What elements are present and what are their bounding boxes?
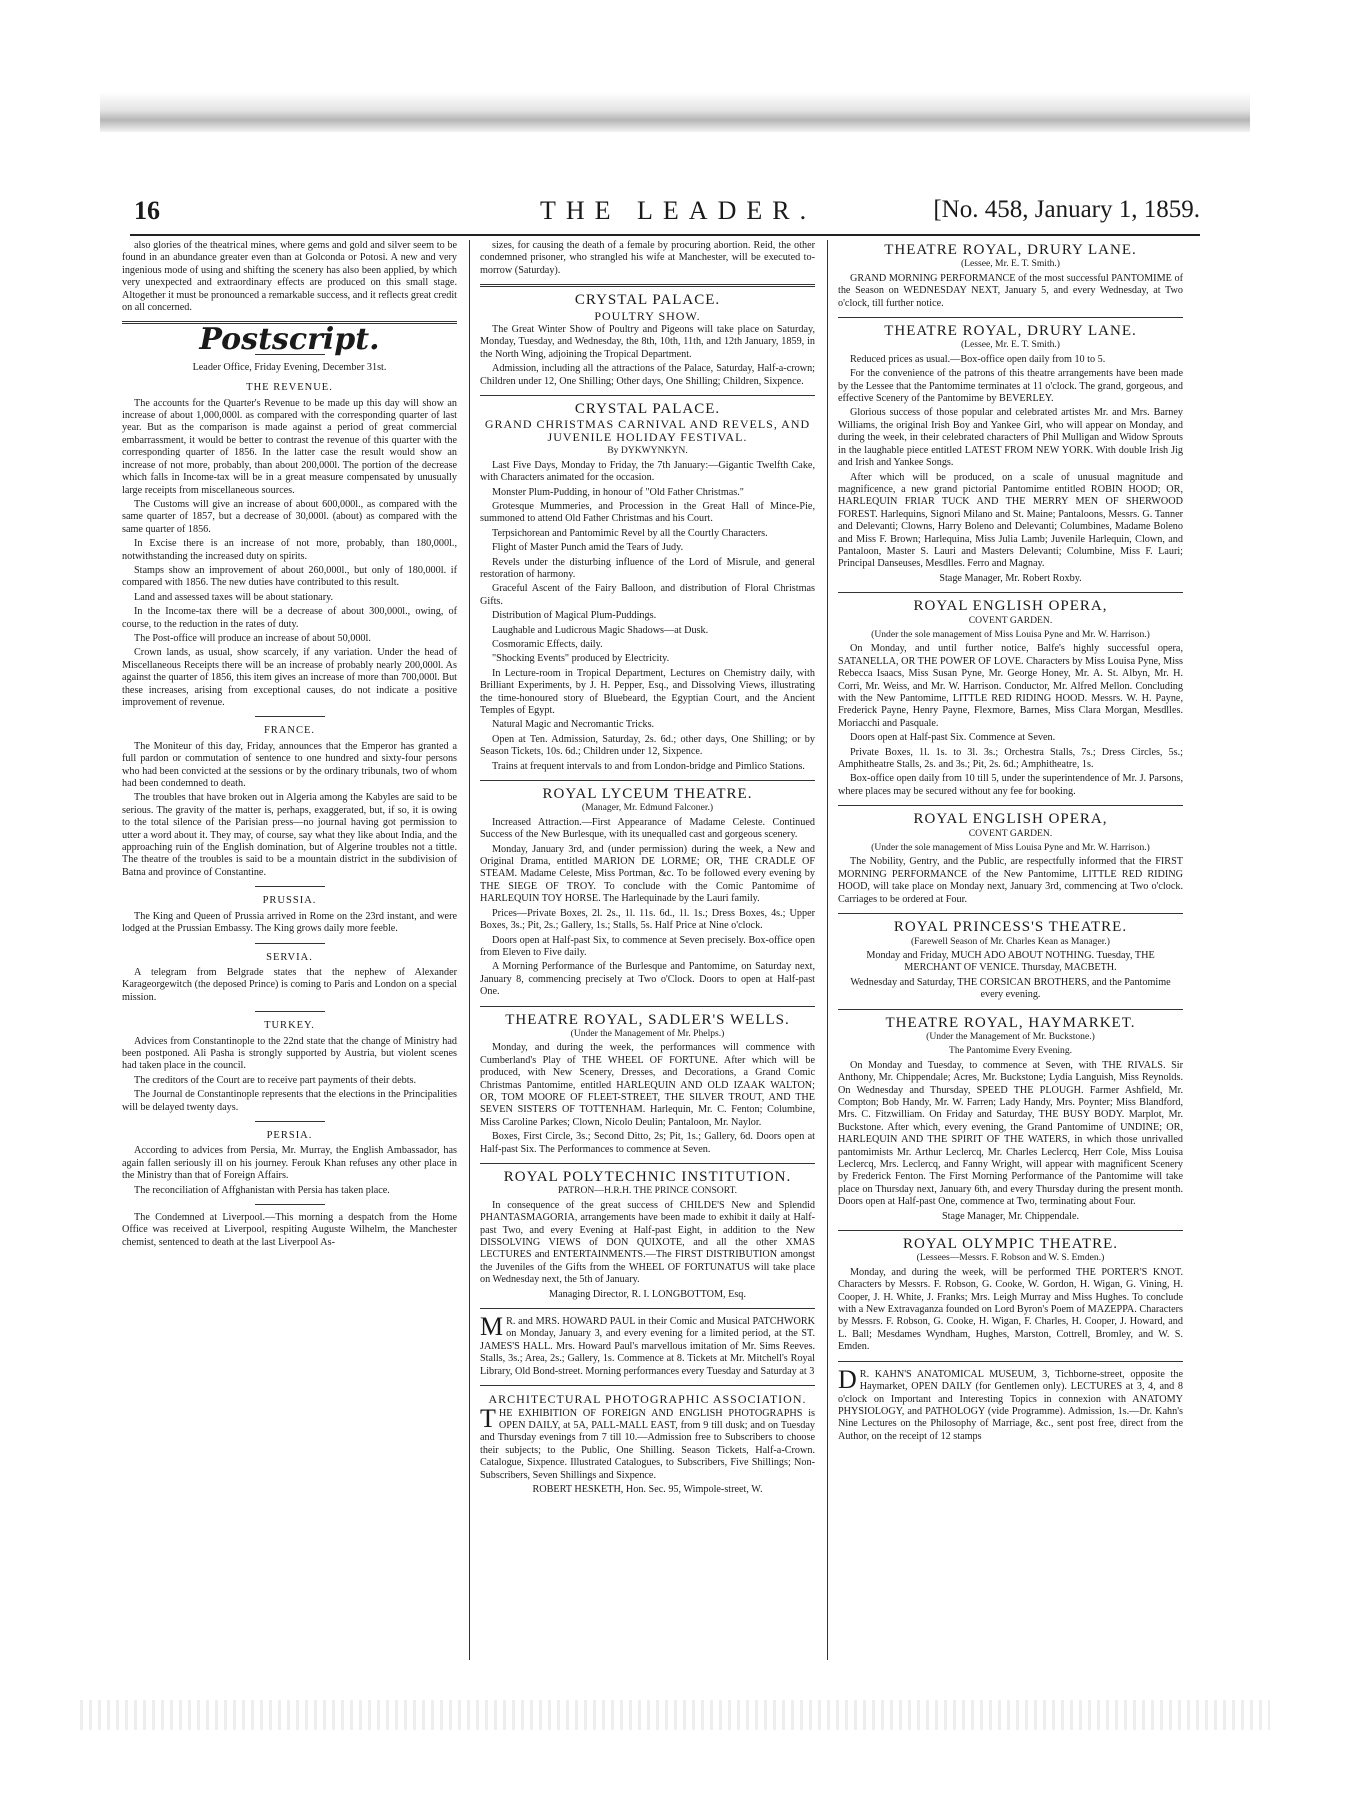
paragraph: Stage Manager, Mr. Robert Roxby. xyxy=(939,572,1082,584)
poultry-show-subheading: POULTRY SHOW. xyxy=(594,308,701,323)
opera-management: (Under the sole management of Miss Louisa Pyne and Mr. W. Harrison.) xyxy=(871,628,1150,640)
paragraph: The Post-office will produce an increase of about 50,000l. xyxy=(134,632,371,644)
princess-season: (Farewell Season of Mr. Charles Kean as Manager.) xyxy=(910,935,1110,947)
divider xyxy=(255,943,325,944)
paragraph: A telegram from Belgrade states that the nephew of Alexander Karageorgewitch (the deposed Prince) is coming to Paris and London on a special mission. xyxy=(122,966,457,1003)
paragraph: Monday and Friday, MUCH ADO ABOUT NOTHING. Tuesday, THE MERCHANT OF VENICE. Thursday, MACBETH. xyxy=(866,949,1155,974)
paragraph: Graceful Ascent of the Fairy Balloon, and distribution of Floral Christmas Gifts. xyxy=(480,583,815,607)
paragraph: Increased Attraction.—First Appearance of Madame Celeste. Continued Success of the New Burlesque, with its unequalled cast and gorgeous scenery. xyxy=(480,816,815,841)
drury-lane-heading: THEATRE ROYAL, DRURY LANE. xyxy=(884,242,1137,258)
paragraph: The creditors of the Court are to receive part payments of their debts. xyxy=(134,1074,417,1086)
dateline: Leader Office, Friday Evening, December 31st. xyxy=(192,361,387,373)
advert-text: R. and MRS. HOWARD PAUL in their Comic and Musical PATCHWORK on Monday, January 3, and every evening for a limited period, at the ST. JAMES'S HALL. Mrs. Howard Paul's marvellous imitation of Mr. Sims Reeves. Stalls, 3s.; Area, 2s.; Gallery, 1s. Commence at 8. Tickets at Mr. Mitchell's Royal Library, Old Bond-street. Morning performances every Tuesday and Saturday at 3 xyxy=(480,1316,815,1377)
divider xyxy=(838,592,1183,593)
crystal-palace-heading: CRYSTAL PALACE. xyxy=(574,401,721,418)
paragraph: According to advices from Persia, Mr. Murray, the English Ambassador, has again fallen seriously ill on his journey. Ferouk Khan refuses any other place in the Ministry than that of Foreign Affairs. xyxy=(122,1145,457,1182)
divider xyxy=(480,1308,815,1309)
postscript-heading: Postscript. xyxy=(199,322,380,358)
olympic-lessees: (Lessees—Messrs. F. Robson and W. S. Emden.) xyxy=(916,1252,1105,1264)
advert-text: HE EXHIBITION OF FOREIGN AND ENGLISH PHOTOGRAPHS is OPEN DAILY, at 5A, PALL-MALL EAST, from 9 till dusk; and on Tuesday and Thursday evenings from 7 till 10.—Admission free to Subscribers to choose their subjects; to the Public, One Shilling. Season Tickets, Half-a-Crown. Catalogue, Sixpence. Illustrated Catalogues, to Subscribers, Five Shillings; Non-Subscribers, Seven Shillings and Sixpence. xyxy=(480,1407,815,1481)
drury-lane-heading: THEATRE ROYAL, DRURY LANE. xyxy=(884,323,1137,340)
haymarket-heading: THEATRE ROYAL, HAYMARKET. xyxy=(885,1014,1136,1031)
paragraph: Private Boxes, 1l. 1s. to 3l. 3s.; Orchestra Stalls, 7s.; Dress Circles, 5s.; Amphitheatre Stalls, 2s. and 3s.; Pit, 2s. 6d.; Amphitheatre, 1s. xyxy=(838,746,1183,771)
architectural-heading: ARCHITECTURAL PHOTOGRAPHIC ASSOCIATION. xyxy=(488,1392,807,1407)
paragraph: Box-office open daily from 10 till 5, under the superintendence of Mr. J. Parsons, where places may be secured without any fee for booking. xyxy=(838,773,1183,797)
column-1 xyxy=(122,240,457,1251)
divider xyxy=(838,1009,1183,1010)
paragraph: The Customs will give an increase of about 600,000l., as compared with the same quarter of 1857, but a decrease of 30,000l. (about) as compared with the same quarter of 1856. xyxy=(122,498,457,535)
paragraph: Distribution of Magical Plum-Puddings. xyxy=(492,610,657,622)
scan-artifact-top xyxy=(100,92,1250,132)
paragraph: The reconciliation of Affghanistan with Persia has taken place. xyxy=(134,1184,390,1196)
scan-artifact-bottom xyxy=(80,1700,1270,1730)
paragraph: "Shocking Events" produced by Electricity. xyxy=(492,653,670,665)
divider xyxy=(480,395,815,396)
paragraph: Trains at frequent intervals to and from London-bridge and Pimlico Stations. xyxy=(492,760,805,772)
paragraph: Monday, and during the week, will be performed THE PORTER'S KNOT. Characters by Messrs. F. Robson, G. Cooke, W. Gordon, H. Wigan, G. Vining, H. Cooper, J. H. White, J. Franks; Mrs. Leigh Murray and Miss Hughes. To conclude with a New Extravaganza founded on Lord Byron's Poem of MAZEPPA. Characters by Messrs. F. Robson, G. Cooke, H. Wigan, F. Charles, H. Cooper, J. Howard, and L. Ball; Mesdames Wyndham, Hughes, Marston, Cottrell, Bromley, and W. S. Emden. xyxy=(838,1266,1183,1353)
haymarket-management: (Under the Management of Mr. Buckstone.) xyxy=(926,1030,1095,1042)
author-line: By DYKWYNKYN. xyxy=(607,445,688,457)
lyceum-heading: ROYAL LYCEUM THEATRE. xyxy=(542,786,753,803)
drop-cap: D xyxy=(838,1364,857,1394)
divider xyxy=(480,1006,815,1007)
paragraph: Wednesday and Saturday, THE CORSICAN BROTHERS, and the Pantomime every evening. xyxy=(850,976,1171,1001)
paragraph: Cosmoramic Effects, daily. xyxy=(492,638,603,650)
opera-venue: COVENT GARDEN. xyxy=(968,827,1053,839)
paragraph: Advices from Constantinople to the 22nd state that the change of Ministry had been postponed. Ali Pasha is strongly supported by Austria, but violent scenes had taken place in the council. xyxy=(122,1035,457,1072)
paragraph: Prices—Private Boxes, 2l. 2s., 1l. 11s. 6d., 1l. 1s.; Dress Boxes, 4s.; Upper Boxes, 3s.; Pit, 2s.; Gallery, 1s.; Stalls, 5s. Half Price at Nine o'clock. xyxy=(480,907,815,932)
olympic-heading: ROYAL OLYMPIC THEATRE. xyxy=(902,1236,1119,1253)
paragraph: Boxes, First Circle, 3s.; Second Ditto, 2s; Pit, 1s.; Gallery, 6d. Doors open at Half-past Six. The Performances to commence at Seven. xyxy=(480,1131,815,1155)
drury-lane-lessee: (Lessee, Mr. E. T. Smith.) xyxy=(960,339,1061,351)
sadlers-wells-heading: THEATRE ROYAL, SADLER'S WELLS. xyxy=(505,1011,790,1028)
column-rule xyxy=(827,240,828,1660)
opera-venue: COVENT GARDEN. xyxy=(968,614,1053,626)
polytechnic-patron: PATRON—H.R.H. THE PRINCE CONSORT. xyxy=(557,1185,738,1197)
english-opera-heading: ROYAL ENGLISH OPERA, xyxy=(913,811,1108,828)
paragraph: Land and assessed taxes will be about stationary. xyxy=(134,591,334,603)
paragraph: On Monday and Tuesday, to commence at Seven, with THE RIVALS. Sir Anthony, Mr. Chippendale; Acres, Mr. Buckstone; Lydia Languish, Miss Reynolds. On Wednesday and Thursday, SPEED THE PLOUGH. Farmer Ashfield, Mr. Compton; Bob Handy, Mr. W. Farren; Lady Handy, Mrs. Poynter; Miss Blandford, Mrs. C. Fitzwilliam. On Friday and Saturday, THE BUSY BODY. Marplot, Mr. Buckstone. After which, every evening, the Grand Pantomime of UNDINE; OR, HARLEQUIN AND THE SPIRIT OF THE WATERS, in which those unrivalled pantomimists Mr. Arthur Leclercq, Mr. Charles Leclercq, Herr Cole, Miss Louisa Leclercq, Mrs. Leclercq, and Fanny Wright, will appear with magnificent Scenery by Frederick Fenton. The First Morning Performance of the Pantomime will take place on Thursday next, January 6th, and every Thursday during the present month. Doors open at Half-past One, commence at Two, terminating about Four. xyxy=(838,1059,1183,1208)
paragraph: In Lecture-room in Tropical Department, Lectures on Chemistry daily, with Brilliant Experiments, by J. H. Pepper, Esq., and Dissolving Views, illustrating the time-honoured story of Bluebeard, the Egyptian Court, and the Ancient Temples of Egypt. xyxy=(480,667,815,716)
paragraph: The troubles that have broken out in Algeria among the Kabyles are said to be serious. The gravity of the matter is, perhaps, exaggerated, but, if so, it is owing to the total silence of the Parisian press—no journal having got permission to utter a word about it. They may, of course, say what they like about India, and the approaching ruin of the English domination, but of Algerine troubles not a tittle. The theatre of the troubles is said to be a mountain district in the subdivision of Batna and province of Constantine. xyxy=(122,792,457,878)
sadlers-wells-management: (Under the Management of Mr. Phelps.) xyxy=(570,1027,725,1039)
howard-paul-advert xyxy=(480,1312,815,1378)
paragraph: The Great Winter Show of Poultry and Pigeons will take place on Saturday, Monday, Tuesday, and Wednesday, the 8th, 10th, 11th, and 12th January, 1859, in the North Wing, adjoining the Tropical Department. xyxy=(480,324,815,360)
princess-theatre-heading: ROYAL PRINCESS'S THEATRE. xyxy=(893,919,1128,936)
drop-cap: T xyxy=(480,1403,496,1433)
paragraph: Glorious success of those popular and celebrated artistes Mr. and Mrs. Barney Williams, the original Irish Boy and Yankee Girl, who will appear on Monday, and during the week, in their celebrated characters of Phil Mulligan and Widow Sprouts in the laughable piece entitled LATEST FROM NEW YORK. With double Irish Jig and Irish and Yankee Songs. xyxy=(838,407,1183,469)
paragraph: The Journal de Constantinople represents that the elections in the Principalities will be delayed twenty days. xyxy=(122,1089,457,1113)
article-continuation: also glories of the theatrical mines, where gems and gold and silver seem to be found in an abundance greater even than at Golconda or Potosi. A new and very ingenious mode of using and shifting the scenery has also been applied, by which very unexpected and extraordinary effects are produced on this small stage. Altogether it must be pronounced a remarkable success, and it reflects great credit on all concerned. xyxy=(122,240,457,314)
paragraph: Monday, and during the week, the performances will commence with Cumberland's Play of THE WHEEL OF FORTUNE. After which will be produced, with New Scenery, Dresses, and Decorations, a Grand Comic Christmas Pantomime, entitled HARLEQUIN AND OLD IZAAK WALTON; OR, TOM MOORE OF FLEET-STREET, THE SILVER TROUT, AND THE SEVEN SISTERS OF TOTTENHAM. Harlequin, Mr. C. Fenton; Columbine, Miss Caroline Parkes; Clown, Nicolo Deulin; Pantaloon, Mr. Naylor. xyxy=(480,1042,815,1128)
paragraph: In consequence of the great success of CHILDE'S New and Splendid PHANTASMAGORIA, arrangements have been made to exhibit it daily at Half-past Two, and every Evening at Half-past Eight, in addition to the New DISSOLVING VIEWS of DON QUIXOTE, and all the other XMAS LECTURES and ENTERTAINMENTS.—The FIRST DISTRIBUTION amongst the Juveniles of the Gifts from the WHEEL OF FORTUNATUS will take place on Wednesday next, the 5th of January. xyxy=(480,1199,815,1286)
drop-cap: M xyxy=(480,1312,504,1342)
paragraph: GRAND MORNING PERFORMANCE of the most successful PANTOMIME of the Season on WEDNESDAY NEXT, January 5, and every Wednesday, at Two o'clock, till further notice. xyxy=(838,272,1183,309)
column-rule xyxy=(469,240,470,1660)
divider xyxy=(480,780,815,781)
divider xyxy=(255,1011,325,1012)
divider xyxy=(255,1204,325,1205)
paragraph: Doors open at Half-past Six, to commence at Seven precisely. Box-office open from Eleven to Five daily. xyxy=(480,934,815,958)
newspaper-title: THE LEADER. xyxy=(540,196,817,225)
drury-lane-lessee: (Lessee, Mr. E. T. Smith.) xyxy=(960,258,1061,270)
divider xyxy=(255,1121,325,1122)
advert-text: R. KAHN'S ANATOMICAL MUSEUM, 3, Tichborne-street, opposite the Haymarket, OPEN DAILY (for Gentlemen only). LECTURES at 3, 4, and 8 o'clock on Important and Interesting Topics in connexion with ANATOMY PHYSIOLOGY, and PATHOLOGY (vide Programme). Admission, 1s.—Dr. Kahn's Nine Lectures on the Philosophy of Marriage, &c., sent post free, direct from the Author, on the receipt of 12 stamps xyxy=(838,1368,1183,1442)
paragraph: A Morning Performance of the Burlesque and Pantomime, on Saturday next, January 8, commencing precisely at Two o'Clock. Doors to open at Half-past One. xyxy=(480,961,815,998)
divider xyxy=(480,284,815,287)
column-3 xyxy=(838,240,1183,1445)
paragraph: Grotesque Mummeries, and Procession in the Great Hall of Mince-Pie, summoned to attend Old Father Christmas and his Court. xyxy=(480,500,815,525)
divider xyxy=(838,1361,1183,1362)
paragraph: The Nobility, Gentry, and the Public, are respectfully informed that the FIRST MORNING PERFORMANCE of the New Pantomime, LITTLE RED RIDING HOOD, will take place on Monday next, January 3rd, commencing at Two o'clock. Carriages to be ordered at Four. xyxy=(838,856,1183,905)
page-header xyxy=(120,196,1200,230)
france-heading: FRANCE. xyxy=(263,725,316,737)
haymarket-note: The Pantomime Every Evening. xyxy=(948,1045,1073,1057)
prussia-heading: PRUSSIA. xyxy=(262,895,317,907)
paragraph: Last Five Days, Monday to Friday, the 7th January:—Gigantic Twelfth Cake, with Characters animated for the occasion. xyxy=(480,459,815,484)
divider xyxy=(838,317,1183,318)
paragraph: Stamps show an improvement of about 260,000l., but only of 180,000l. if compared with 1856. The new duties have contributed to this result. xyxy=(122,564,457,589)
paragraph: Admission, including all the attractions of the Palace, Saturday, Half-a-crown; Children under 12, One Shilling; Other days, One Shilling; Children, Sixpence. xyxy=(480,363,815,387)
paragraph: Terpsichorean and Pantomimic Revel by all the Courtly Characters. xyxy=(492,527,768,539)
persia-heading: PERSIA. xyxy=(266,1129,313,1141)
paragraph: The accounts for the Quarter's Revenue to be made up this day will show an increase of about 1,000,000l. as compared with the corresponding quarter of last year. But as the comparison is made against a period of great commercial embarrassment, it would be better to contrast the revenue of this quarter with the corresponding quarter of 1856. In the latter case the result would show an increase of not more, probably, than about 200,000l. The portion of the decrease which falls in Income-tax will be in a great measure compensated by unusually large receipts from miscellaneous sources. xyxy=(122,397,457,496)
paragraph: Open at Ten. Admission, Saturday, 2s. 6d.; other days, One Shilling; or by Season Tickets, 10s. 6d.; Children under 12, Sixpence. xyxy=(480,733,815,758)
issue-info: [No. 458, January 1, 1859. xyxy=(933,196,1200,223)
divider xyxy=(838,1230,1183,1231)
paragraph: Monday, January 3rd, and (under permission) during the week, a New and Original Drama, entitled MARION DE LORME; OR, THE CRADLE OF STEAM. Madame Celeste, Miss Portman, &c. To be followed every evening by THE SIEGE OF TROY. To conclude with the Comic Pantomime of HARLEQUIN TOY HORSE. The Harlequinade by the Lauri family. xyxy=(480,843,815,905)
divider xyxy=(838,913,1183,914)
divider xyxy=(480,1385,815,1386)
page-number: 16 xyxy=(134,196,160,225)
paragraph: Flight of Master Punch amid the Tears of Judy. xyxy=(492,542,684,554)
paragraph: Revels under the disturbing influence of the Lord of Misrule, and general restoration of harmony. xyxy=(480,556,815,580)
signature-line: ROBERT HESKETH, Hon. Sec. 95, Wimpole-street, W. xyxy=(532,1483,763,1495)
liverpool-paragraph: The Condemned at Liverpool.—This morning a despatch from the Home Office was received at Liverpool, respiting Auguste Wilhelm, the Manchester chemist, sentenced to death at the last Liverpool As- xyxy=(122,1212,457,1248)
divider xyxy=(255,886,325,887)
paragraph: In Excise there is an increase of not more, probably, than 180,000l., notwithstanding the increased duty on spirits. xyxy=(122,538,457,562)
servia-heading: SERVIA. xyxy=(266,951,313,963)
column-2 xyxy=(480,240,815,1498)
paragraph: Monster Plum-Pudding, in honour of "Old Father Christmas." xyxy=(492,486,744,498)
header-rule xyxy=(130,234,1200,236)
lyceum-manager: (Manager, Mr. Edmund Falconer.) xyxy=(581,802,714,814)
paragraph: The Moniteur of this day, Friday, announces that the Emperor has granted a full pardon or commutation of sentence to one hundred and sixty-four persons who had been convicted at the sessions or by the ordinary tribunals, two of whom had been condemned to death. xyxy=(122,740,457,790)
english-opera-heading: ROYAL ENGLISH OPERA, xyxy=(913,598,1108,615)
paragraph: Doors open at Half-past Six. Commence at Seven. xyxy=(850,732,1056,744)
paragraph: Crown lands, as usual, show scarcely, if any variation. Under the head of Miscellaneous Receipts there will be an increase of probably nearly 200,000l. As against the quarter of 1856, this item gives an increase of more than 700,000l. But these increases, arising from exceptional causes, do not indicate a positive improvement of revenue. xyxy=(122,647,457,708)
paragraph: Reduced prices as usual.—Box-office open daily from 10 to 5. xyxy=(850,353,1106,365)
divider xyxy=(838,805,1183,806)
paragraph: Stage Manager, Mr. Chippendale. xyxy=(941,1210,1080,1222)
opera-management: (Under the sole management of Miss Louisa Pyne and Mr. W. Harrison.) xyxy=(871,842,1150,854)
paragraph: In the Income-tax there will be a decrease of about 300,000l., owing, of course, to the reduction in the rates of duty. xyxy=(122,606,457,630)
paragraph: On Monday, and until further notice, Balfe's highly successful opera, SATANELLA, OR THE POWER OF LOVE. Characters by Miss Louisa Pyne, Miss Rebecca Isaacs, Miss Susan Pyne, Mr. George Honey, Mr. A. St. Albyn, Mr. H. Corri, Mr. Weiss, and Mr. W. Harrison. Conductor, Mr. Alfred Mellon. Concluding with the New Pantomime, LITTLE RED RIDING HOOD. Messrs. W. H. Payne, Frederick Payne, Henry Payne, Flexmore, Barnes, Miss Clara Morgan, Mesdlles. Moriacchi and Pasquale. xyxy=(838,643,1183,729)
carnival-subheading: GRAND CHRISTMAS CARNIVAL AND REVELS, AND JUVENILE HOLIDAY FESTIVAL. xyxy=(484,417,811,444)
kahn-museum-advert xyxy=(838,1364,1183,1443)
revenue-heading: THE REVENUE. xyxy=(246,382,333,394)
turkey-heading: TURKEY. xyxy=(264,1020,315,1032)
divider xyxy=(255,716,325,717)
divider xyxy=(480,1163,815,1164)
paragraph: The King and Queen of Prussia arrived in Rome on the 23rd instant, and were lodged at the Prussian Embassy. The King grows daily more feeble. xyxy=(122,910,457,935)
paragraph: For the convenience of the patrons of this theatre arrangements have been made by the Lessee that the Pantomime terminates at 11 o'clock. The grand, gorgeous, and effective Scenery of the Pantomime by BEVERLEY. xyxy=(838,368,1183,405)
paragraph: After which will be produced, on a scale of unusual magnitude and magnificence, a new grand pictorial Pantomime entitled ROBIN HOOD; OR, HARLEQUIN FRIAR TUCK AND THE MERRY MEN OF SHERWOOD FOREST. Harlequins, Signori Milano and St. Maine; Pantaloons, Messrs. G. Tanner and Delevanti; Clowns, Harry Boleno and Delevanti; Columbines, Madame Boleno and Miss F. Brown; Harlequina, Miss Julia Lamb; Juvenile Harlequin, Clown, and Pantaloon, Master S. Lauri and Masters Delevanti; Columbine, Miss F. Lauri; Principal Danseuses, Mesdlles. Ferro and Magnay. xyxy=(838,471,1183,570)
paragraph: Laughable and Ludicrous Magic Shadows—at Dusk. xyxy=(492,624,709,636)
polytechnic-heading: ROYAL POLYTECHNIC INSTITUTION. xyxy=(503,1169,792,1185)
paragraph: Natural Magic and Necromantic Tricks. xyxy=(492,719,655,731)
paragraph: Managing Director, R. I. LONGBOTTOM, Esq. xyxy=(549,1288,746,1300)
crystal-palace-heading: CRYSTAL PALACE. xyxy=(574,292,721,309)
article-continuation: sizes, for causing the death of a female by procuring abortion. Reid, the other condemned prisoner, who strangled his wife at Manchester, will be executed to-morrow (Saturday). xyxy=(480,240,815,276)
architectural-advert xyxy=(480,1403,815,1482)
